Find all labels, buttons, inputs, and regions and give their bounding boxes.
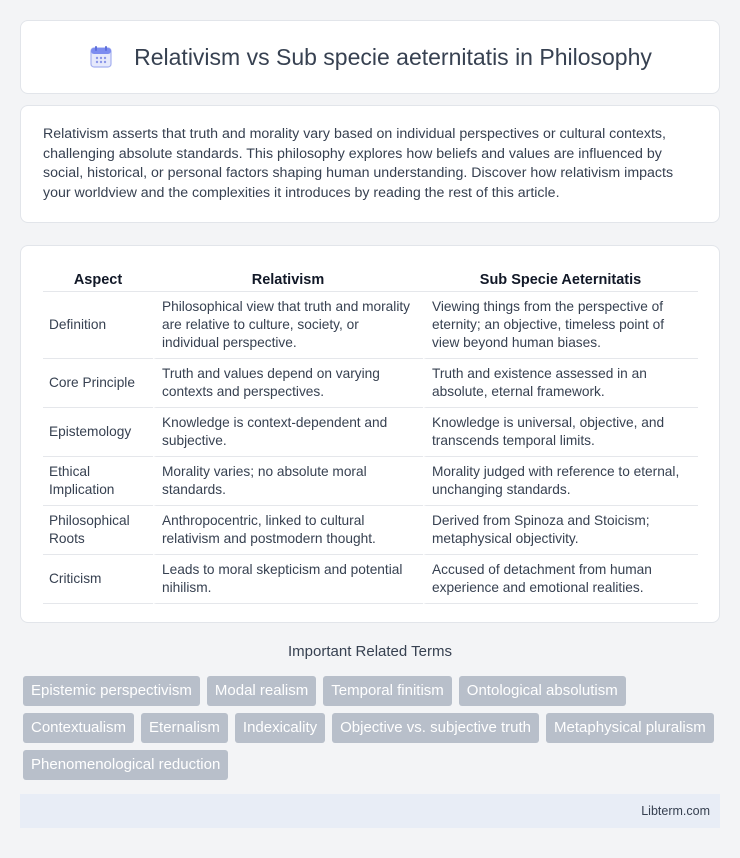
related-term-tag[interactable]: Eternalism: [141, 713, 228, 743]
intro-text: Relativism asserts that truth and morality vary based on individual perspectives or cultural contexts, challenging absolute standards. This philosophy explores how beliefs and values are influenced by social, historical, or personal factors shaping human understanding. Discover how relativism impacts your worldview and the complexities it introduces by reading the rest of this article.: [43, 126, 674, 201]
cell-sub-specie: Derived from Spinoza and Stoicism; metaphysical objectivity.: [423, 506, 698, 555]
related-term-tag[interactable]: Temporal finitism: [323, 676, 452, 706]
cell-sub-specie: Accused of detachment from human experience and emotional realities.: [423, 555, 698, 604]
footer: [20, 794, 720, 828]
comparison-table-card: [20, 245, 720, 623]
footer-site-link[interactable]: Libterm.com: [641, 804, 710, 818]
table-row: [43, 506, 698, 555]
cell-sub-specie: Viewing things from the perspective of eternity; an objective, timeless point of view beyond human biases.: [423, 292, 698, 359]
cell-relativism: Philosophical view that truth and morality are relative to culture, society, or individual perspective.: [153, 292, 423, 359]
table-row: [43, 359, 698, 408]
table-header-row: [43, 266, 698, 292]
related-term-tag[interactable]: Metaphysical pluralism: [546, 713, 714, 743]
related-term-tag[interactable]: Contextualism: [23, 713, 134, 743]
cell-relativism: Knowledge is context-dependent and subjective.: [153, 408, 423, 457]
related-terms-title: Important Related Terms: [288, 643, 452, 660]
cell-sub-specie: Truth and existence assessed in an absolute, eternal framework.: [423, 359, 698, 408]
comparison-table: [43, 266, 698, 604]
related-term-tag[interactable]: Indexicality: [235, 713, 325, 743]
intro-card: [20, 105, 720, 223]
cell-relativism: Truth and values depend on varying contexts and perspectives.: [153, 359, 423, 408]
table-row: [43, 408, 698, 457]
cell-relativism: Anthropocentric, linked to cultural relativism and postmodern thought.: [153, 506, 423, 555]
cell-aspect: Epistemology: [43, 408, 153, 457]
related-terms-list: [23, 676, 723, 780]
cell-aspect: Ethical Implication: [43, 457, 153, 506]
header-aspect: Aspect: [43, 266, 153, 292]
table-row: [43, 292, 698, 359]
cell-sub-specie: Knowledge is universal, objective, and transcends temporal limits.: [423, 408, 698, 457]
header-sub-specie: Sub Specie Aeternitatis: [423, 266, 698, 292]
table-row: [43, 555, 698, 604]
calendar-icon: [88, 44, 114, 70]
cell-sub-specie: Morality judged with reference to eternal, unchanging standards.: [423, 457, 698, 506]
related-term-tag[interactable]: Modal realism: [207, 676, 316, 706]
related-term-tag[interactable]: Objective vs. subjective truth: [332, 713, 539, 743]
related-term-tag[interactable]: Epistemic perspectivism: [23, 676, 200, 706]
header-card: [20, 20, 720, 94]
page-title: Relativism vs Sub specie aeternitatis in Philosophy: [134, 43, 652, 70]
related-term-tag[interactable]: Phenomenological reduction: [23, 750, 228, 780]
cell-aspect: Core Principle: [43, 359, 153, 408]
table-row: [43, 457, 698, 506]
cell-relativism: Morality varies; no absolute moral standards.: [153, 457, 423, 506]
cell-relativism: Leads to moral skepticism and potential nihilism.: [153, 555, 423, 604]
related-term-tag[interactable]: Ontological absolutism: [459, 676, 626, 706]
header-relativism: Relativism: [153, 266, 423, 292]
cell-aspect: Philosophical Roots: [43, 506, 153, 555]
cell-aspect: Definition: [43, 292, 153, 359]
cell-aspect: Criticism: [43, 555, 153, 604]
